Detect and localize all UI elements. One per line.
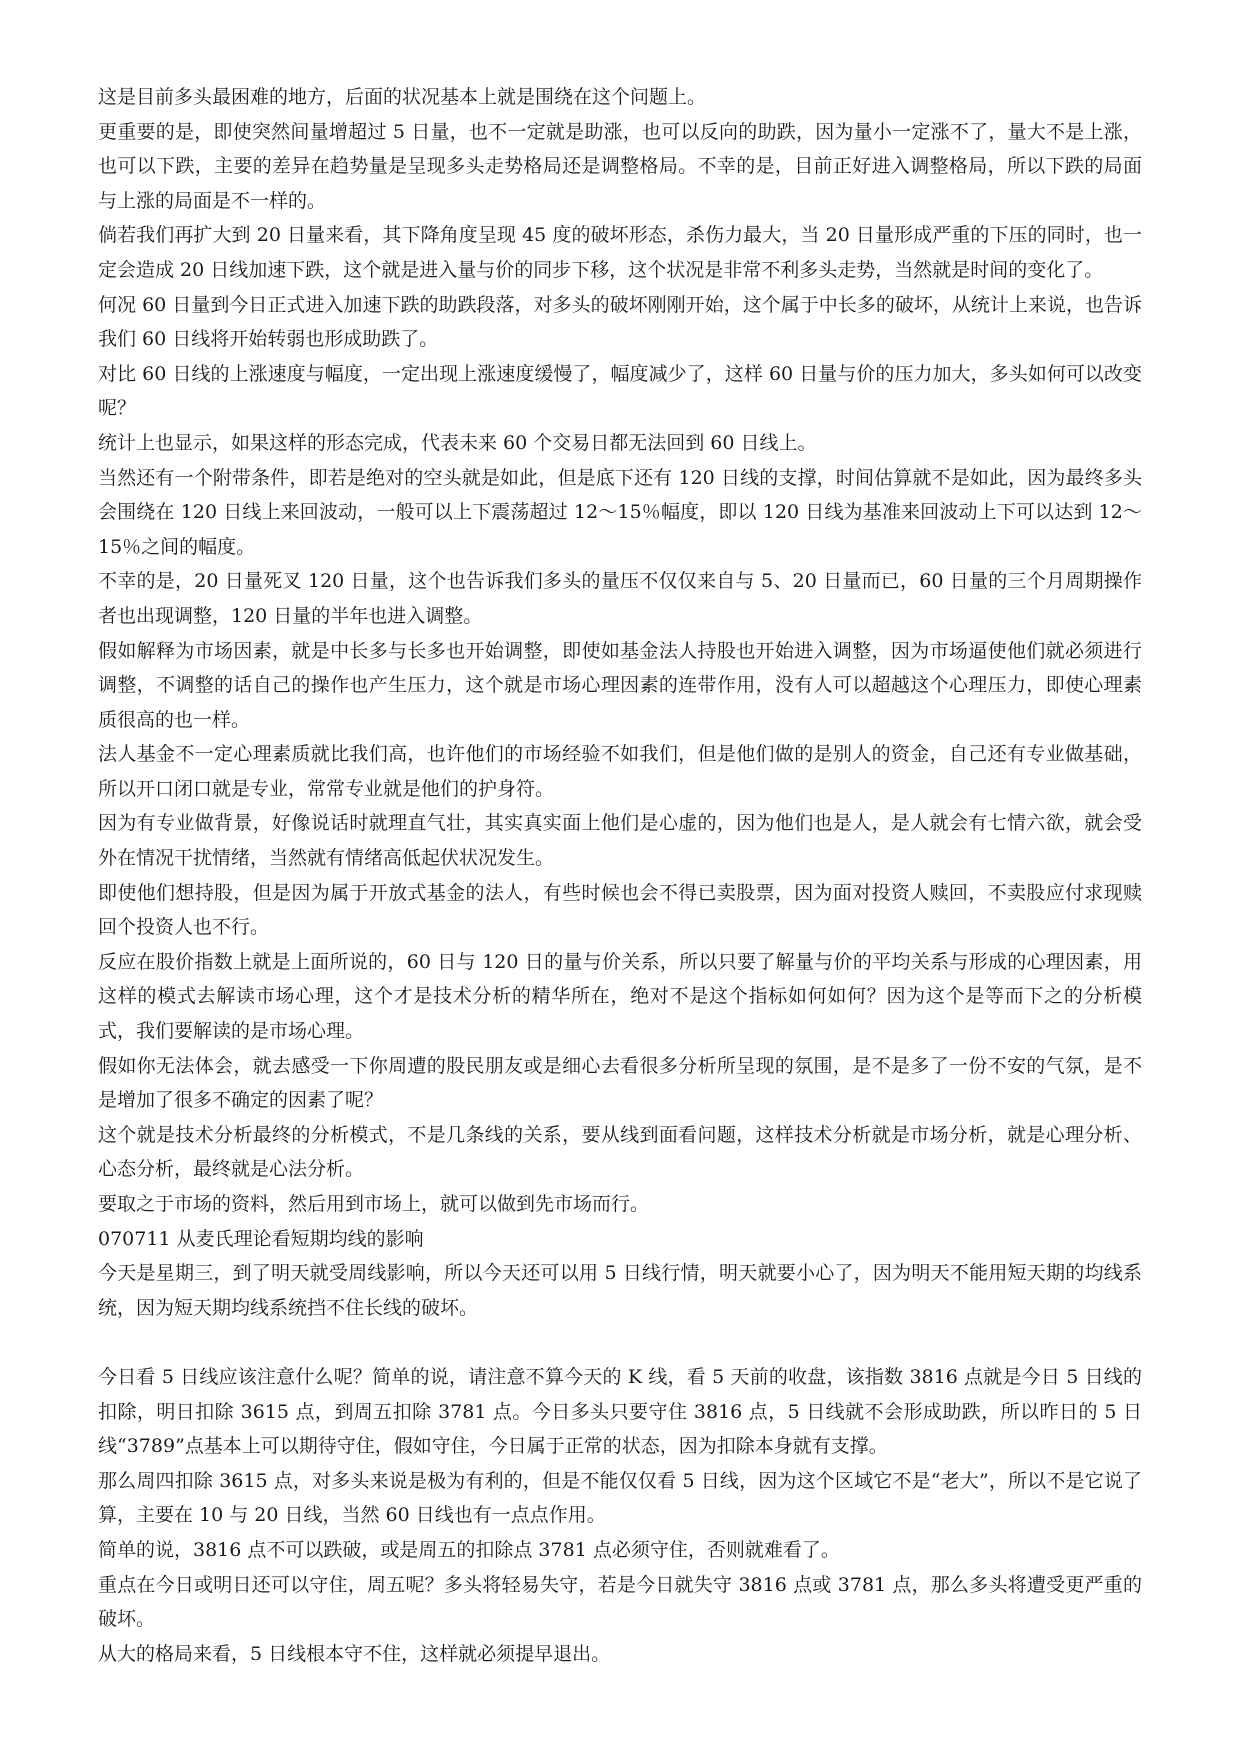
paragraph-10: 法人基金不一定心理素质就比我们高，也许他们的市场经验不如我们，但是他们做的是别人的资金，自己还有专业做基础，所以开口闭口就是专业，常常专业就是他们的护身符。 [98, 743, 1142, 800]
paragraph-9: 假如解释为市场因素，就是中长多与长多也开始调整，即使如基金法人持股也开始进入调整，因为市场逼使他们就必须进行调整，不调整的话自己的操作也产生压力，这个就是市场心理因素的连带作用，没有人可以超越这个心理压力，即使心理素质很高的也一样。 [98, 639, 1142, 731]
paragraph-11: 因为有专业做背景，好像说话时就理直气壮，其实真实面上他们是心虚的，因为他们也是人，是人就会有七情六欲，就会受外在情况干扰情绪，当然就有情绪高低起伏状况发生。 [98, 812, 1142, 870]
paragraph-16: 要取之于市场的资料，然后用到市场上，就可以做到先市场而行。 [98, 1193, 650, 1215]
paragraph-3: 倘若我们再扩大到 20 日量来看，其下降角度呈现 45 度的破坏形态，杀伤力最大，当 20 日量形成严重的下压的同时，也一定会造成 20 日线加速下跌，这个就是进入量与价的同步下移，这个状况是非常不利多头走势，当然就是时间的变化了。 [98, 224, 1142, 281]
paragraph-20: 今日看 5 日线应该注意什么呢？简单的说，请注意不算今天的 K 线，看 5 天前的收盘，该指数 3816 点就是今日 5 日线的扣除，明日扣除 3615 点，到周五扣除 3781 点。今日多头只要守住 3816 点，5 日线就不会形成助跌，所以昨日的 5 日线“3789”点基本上可以期待守住，假如守住，今日属于正常的状态，因为扣除本身就有支撑。 [98, 1365, 1142, 1458]
paragraph-18: 今天是星期三，到了明天就受周线影响，所以今天还可以用 5 日线行情，明天就要小心了，因为明天不能用短天期的均线系统，因为短天期均线系统挡不住长线的破坏。 [98, 1262, 1142, 1319]
section-heading: 070711 从麦氏理论看短期均线的影响 [98, 1227, 424, 1250]
document-page [98, 80, 1142, 1671]
paragraph-15: 这个就是技术分析最终的分析模式，不是几条线的关系，要从线到面看问题，这样技术分析就是市场分析，就是心理分析、心态分析，最终就是心法分析。 [98, 1123, 1142, 1181]
paragraph-7: 当然还有一个附带条件，即若是绝对的空头就是如此，但是底下还有 120 日线的支撑，时间估算就不是如此，因为最终多头会围绕在 120 日线上来回波动，一般可以上下震荡超过 12～15％幅度，即以 120 日线为基准来回波动上下可以达到 12～15％之间的幅度。 [98, 466, 1142, 558]
paragraph-1: 这是目前多头最困难的地方，后面的状况基本上就是围绕在这个问题上。 [98, 86, 707, 108]
paragraph-23: 重点在今日或明日还可以守住，周五呢？多头将轻易失守，若是今日就失守 3816 点或 3781 点，那么多头将遭受更严重的破坏。 [98, 1573, 1142, 1631]
blank-line [98, 1325, 1142, 1360]
paragraph-2: 更重要的是，即使突然间量增超过 5 日量，也不一定就是助涨，也可以反向的助跌，因为量小一定涨不了，量大不是上涨，也可以下跌，主要的差异在趋势量是呈现多头走势格局还是调整格局。不幸的是，目前正好进入调整格局，所以下跌的局面与上涨的局面是不一样的。 [98, 120, 1142, 212]
paragraph-13: 反应在股价指数上就是上面所说的，60 日与 120 日的量与价关系，所以只要了解量与价的平均关系与形成的心理因素，用这样的模式去解读市场心理，这个才是技术分析的精华所在，绝对不是这个指标如何如何？因为这个是等而下之的分析模式，我们要解读的是市场心理。 [98, 950, 1142, 1043]
paragraph-12: 即使他们想持股，但是因为属于开放式基金的法人，有些时候也会不得已卖股票，因为面对投资人赎回，不卖股应付求现赎回个投资人也不行。 [98, 881, 1142, 939]
paragraph-4: 何况 60 日量到今日正式进入加速下跌的助跌段落，对多头的破坏刚刚开始，这个属于中长多的破坏，从统计上来说，也告诉我们 60 日线将开始转弱也形成助跌了。 [98, 293, 1142, 351]
paragraph-14: 假如你无法体会，就去感受一下你周遭的股民朋友或是细心去看很多分析所呈现的氛围，是不是多了一份不安的气氛，是不是增加了很多不确定的因素了呢？ [98, 1054, 1142, 1112]
paragraph-5: 对比 60 日线的上涨速度与幅度，一定出现上涨速度缓慢了，幅度减少了，这样 60 日量与价的压力加大，多头如何可以改变呢？ [98, 362, 1142, 420]
paragraph-24: 从大的格局来看，5 日线根本守不住，这样就必须提早退出。 [98, 1642, 611, 1665]
paragraph-6: 统计上也显示，如果这样的形态完成，代表未来 60 个交易日都无法回到 60 日线上。 [98, 431, 817, 454]
paragraph-21: 那么周四扣除 3615 点，对多头来说是极为有利的，但是不能仅仅看 5 日线，因为这个区域它不是“老大”，所以不是它说了算，主要在 10 与 20 日线，当然 60 日线也有一点点作用。 [98, 1469, 1142, 1527]
paragraph-8: 不幸的是，20 日量死叉 120 日量，这个也告诉我们多头的量压不仅仅来自与 5、20 日量而已，60 日量的三个月周期操作者也出现调整，120 日量的半年也进入调整。 [98, 570, 1142, 627]
paragraph-22: 简单的说，3816 点不可以跌破，或是周五的扣除点 3781 点必须守住，否则就难看了。 [98, 1538, 840, 1561]
